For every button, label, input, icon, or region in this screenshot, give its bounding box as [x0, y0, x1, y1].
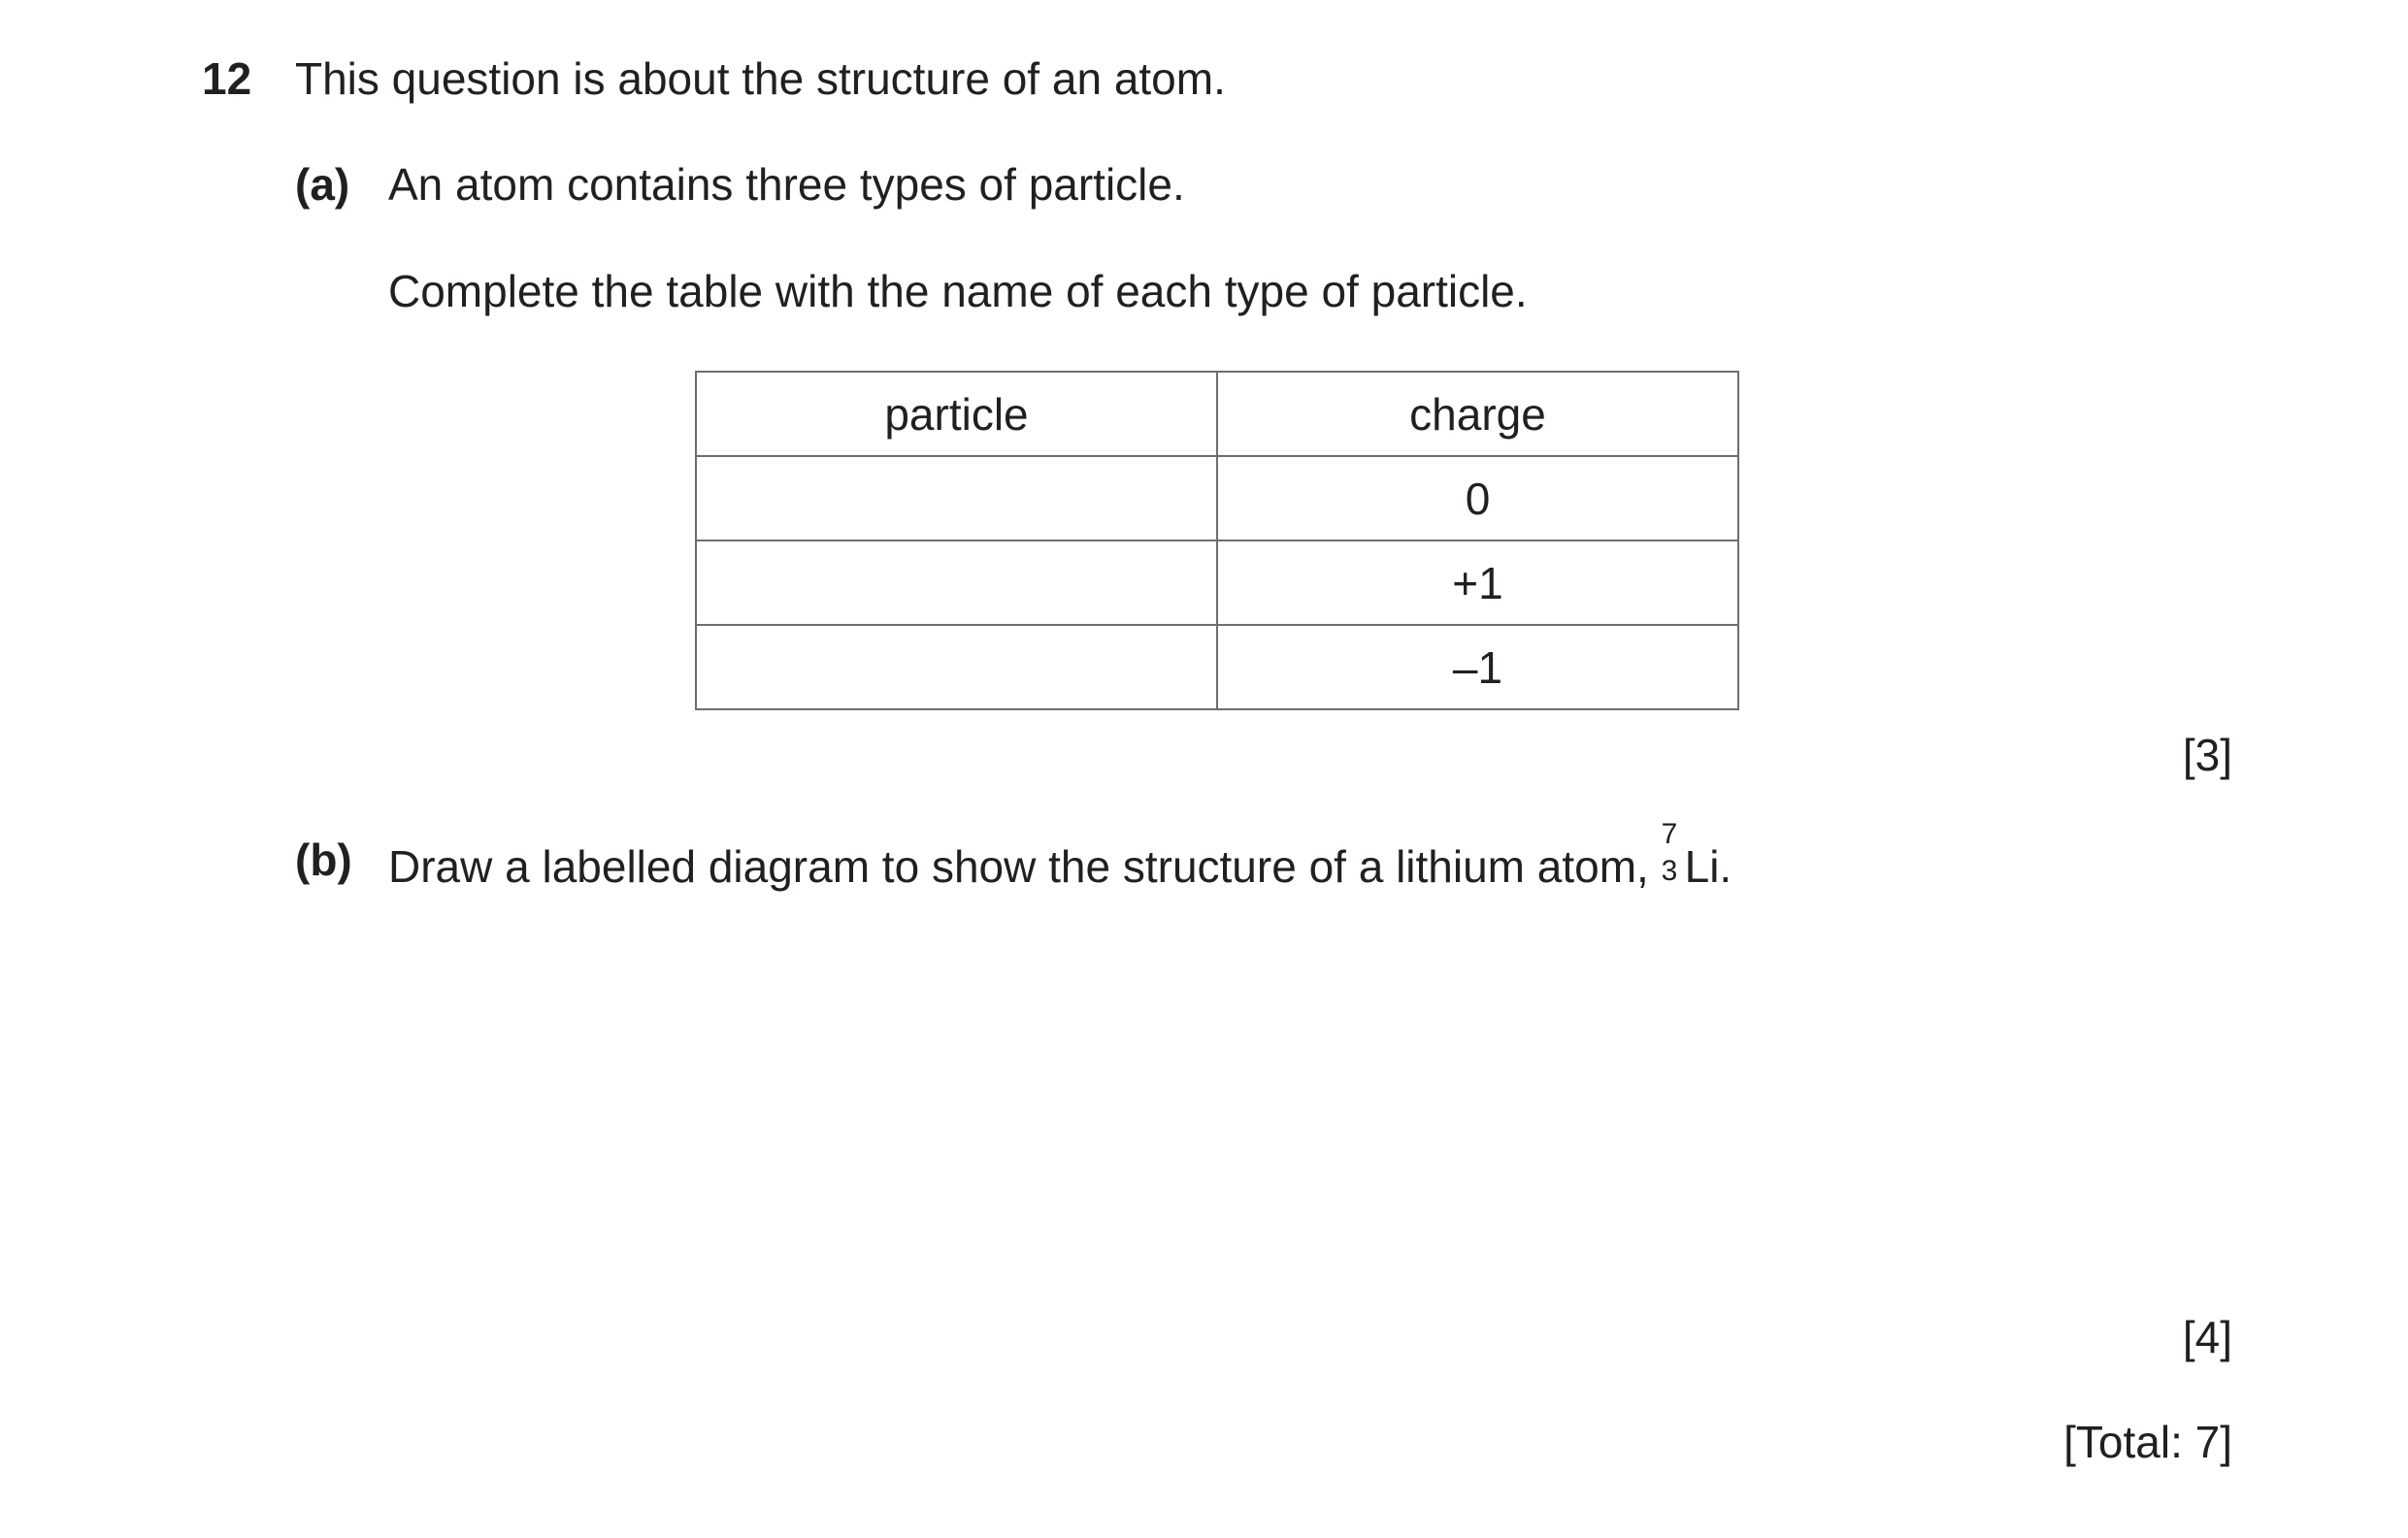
atomic-number: 3: [1661, 855, 1678, 887]
question-stem: This question is about the structure of an atom.: [295, 53, 1226, 104]
particle-answer-cell[interactable]: [696, 625, 1217, 709]
part-a-text: An atom contains three types of particle.: [388, 159, 1185, 210]
header-charge: charge: [1217, 372, 1738, 456]
part-a-label: (a): [295, 159, 350, 210]
total-marks: [Total: 7]: [2063, 1417, 2232, 1467]
table-row: [696, 456, 1738, 540]
charge-cell: 0: [1217, 456, 1738, 540]
particle-answer-cell[interactable]: [696, 540, 1217, 625]
table-row: [696, 540, 1738, 625]
table-header-row: [696, 372, 1738, 456]
part-a-instruction: Complete the table with the name of each type of particle.: [388, 266, 1528, 316]
question-number: 12: [202, 53, 252, 104]
part-b-marks: [4]: [2182, 1312, 2232, 1362]
part-b-text: [388, 818, 1732, 892]
part-b-text-before: Draw a labelled diagram to show the structure of a lithium atom,: [388, 841, 1662, 892]
header-particle: particle: [696, 372, 1217, 456]
table-row: [696, 625, 1738, 709]
particle-table: [695, 371, 1739, 710]
charge-cell: –1: [1217, 625, 1738, 709]
lithium-nuclide-notation: [1661, 818, 1720, 892]
charge-cell: +1: [1217, 540, 1738, 625]
part-b-text-after: .: [1719, 841, 1732, 892]
element-symbol: Li: [1684, 841, 1720, 892]
part-a-marks: [3]: [2182, 730, 2232, 780]
part-b-label: (b): [295, 834, 352, 885]
diagram-answer-area[interactable]: [295, 912, 2232, 1300]
particle-answer-cell[interactable]: [696, 456, 1217, 540]
isotope-numbers: [1661, 818, 1683, 887]
mass-number: 7: [1661, 818, 1678, 850]
